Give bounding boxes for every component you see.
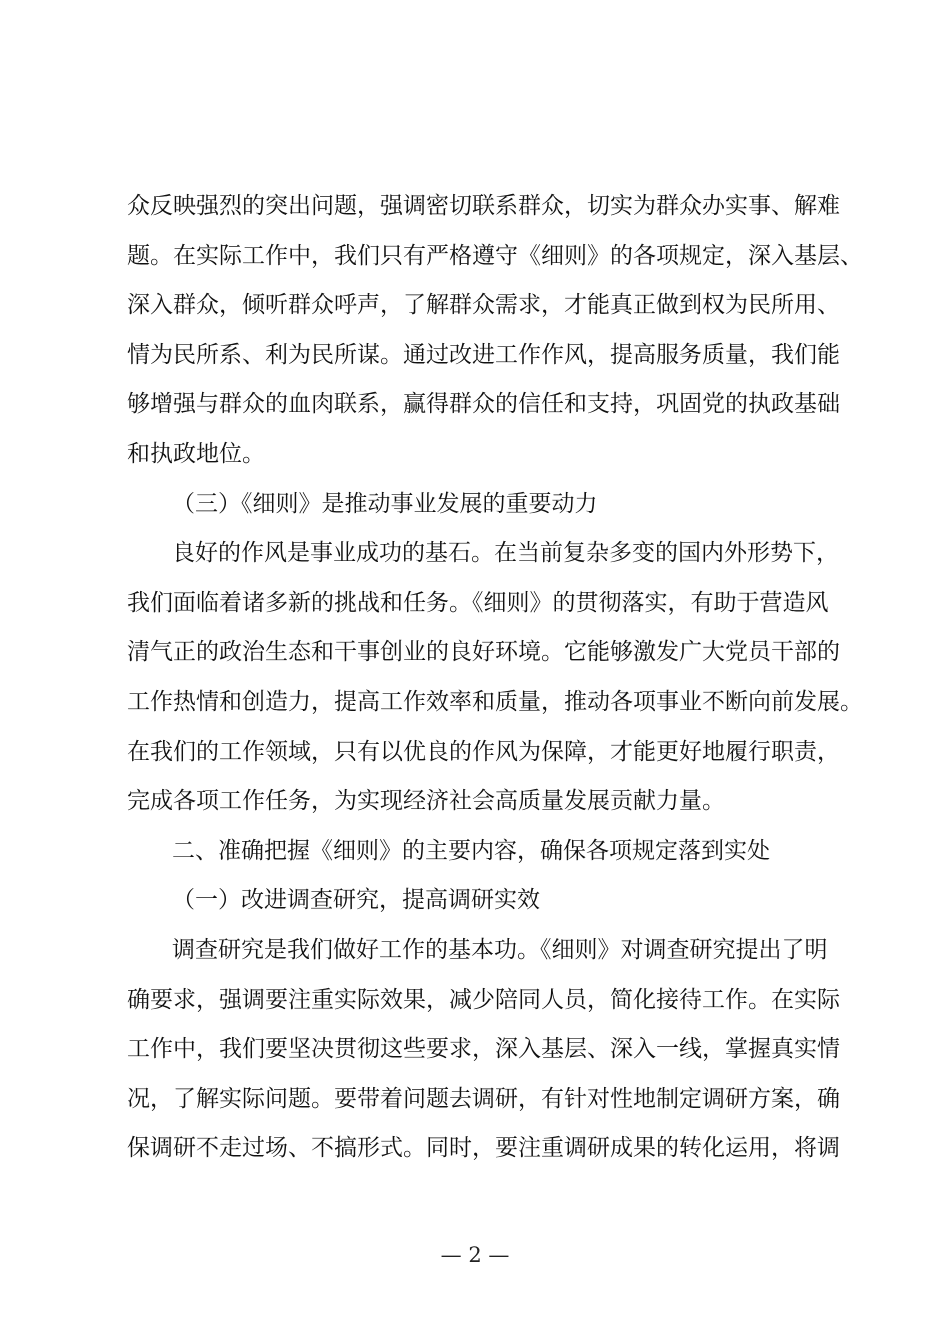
body-text-line: 工作热情和创造力，提高工作效率和质量，推动各项事业不断向前发展。 <box>127 689 863 715</box>
body-text-line: 够增强与群众的血肉联系，赢得群众的信任和支持，巩固党的执政基础 <box>127 391 840 417</box>
body-text-line: 情为民所系、利为民所谋。通过改进工作作风，提高服务质量，我们能 <box>127 342 840 368</box>
body-text-line: 在我们的工作领域，只有以优良的作风为保障，才能更好地履行职责， <box>127 739 840 765</box>
body-text-line: 和执政地位。 <box>127 441 265 467</box>
page-number: — 2 — <box>440 1243 510 1267</box>
body-text-line: 题。在实际工作中，我们只有严格遵守《细则》的各项规定，深入基层、 <box>127 243 863 269</box>
body-text-line: 确要求，强调要注重实际效果，减少陪同人员，简化接待工作。在实际 <box>127 987 840 1013</box>
body-text-line: 我们面临着诸多新的挑战和任务。《细则》的贯彻落实，有助于营造风 <box>127 590 829 616</box>
body-text-line: 良好的作风是事业成功的基石。在当前复杂多变的国内外形势下， <box>172 540 839 566</box>
section-heading: （一）改进调查研究，提高调研实效 <box>172 887 540 913</box>
body-text-line: 完成各项工作任务，为实现经济社会高质量发展贡献力量。 <box>127 788 725 814</box>
body-text-line: 保调研不走过场、不搞形式。同时，要注重调研成果的转化运用，将调 <box>127 1135 840 1161</box>
chapter-heading: 二、准确把握《细则》的主要内容，确保各项规定落到实处 <box>172 838 770 864</box>
body-text-line: 众反映强烈的突出问题，强调密切联系群众，切实为群众办实事、解难 <box>127 193 840 219</box>
body-text-line: 况，了解实际问题。要带着问题去调研，有针对性地制定调研方案，确 <box>127 1086 840 1112</box>
section-heading: （三）《细则》是推动事业发展的重要动力 <box>172 491 598 517</box>
body-text-line: 清气正的政治生态和干事创业的良好环境。它能够激发广大党员干部的 <box>127 639 840 665</box>
body-text-line: 调查研究是我们做好工作的基本功。《细则》对调查研究提出了明 <box>172 937 828 963</box>
body-text-line: 深入群众，倾听群众呼声，了解群众需求，才能真正做到权为民所用、 <box>127 292 840 318</box>
body-text-line: 工作中，我们要坚决贯彻这些要求，深入基层、深入一线，掌握真实情 <box>127 1036 840 1062</box>
